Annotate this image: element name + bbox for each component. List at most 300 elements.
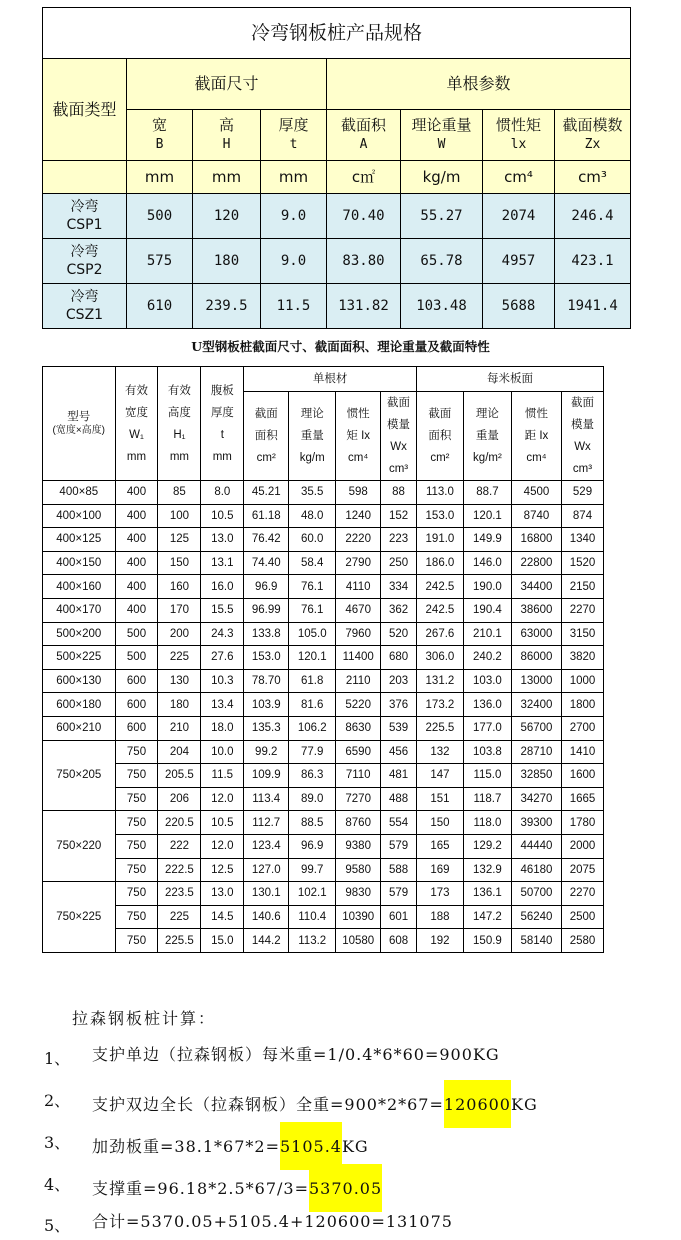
single-col-header-line: 理论 <box>300 408 324 420</box>
column-unit: c㎡ <box>327 161 401 194</box>
table-cell: 27.6 <box>201 646 244 670</box>
table-cell: 130 <box>158 669 201 693</box>
table-cell: 32850 <box>511 764 561 788</box>
col-header-h_t-line: t <box>220 428 224 441</box>
model-header <box>43 367 116 481</box>
table-cell: 10.5 <box>201 811 244 835</box>
table-cell: 160 <box>158 575 201 599</box>
table-cell: 146.0 <box>463 551 511 575</box>
table-cell: 15.5 <box>201 598 244 622</box>
table-cell: 203 <box>381 669 417 693</box>
table-cell: 56700 <box>511 716 561 740</box>
table-cell: 750 <box>115 764 158 788</box>
calc-text-post: KG <box>510 1095 538 1114</box>
table-cell: 267.6 <box>416 622 463 646</box>
calc-item-text <box>92 1122 369 1170</box>
table-cell: 74.40 <box>244 551 289 575</box>
table-cell: 225 <box>158 646 201 670</box>
single-col-header <box>381 392 417 481</box>
table-cell: 750 <box>115 858 158 882</box>
table-cell: 18.0 <box>201 716 244 740</box>
table-cell: 306.0 <box>416 646 463 670</box>
table-row <box>43 239 631 284</box>
table-cell: 61.18 <box>244 504 289 528</box>
table-cell: 2075 <box>562 858 604 882</box>
table-cell: 539 <box>381 716 417 740</box>
table-cell: 554 <box>381 811 417 835</box>
section-type-cell <box>43 194 127 239</box>
meter-col-header-line: cm³ <box>572 463 593 475</box>
table-cell: 246.4 <box>555 194 631 239</box>
table-cell: 200 <box>158 622 201 646</box>
single-col-header-line: cm³ <box>388 463 409 475</box>
table-cell: 1665 <box>562 787 604 811</box>
table-cell: 28710 <box>511 740 561 764</box>
model-cell: 500×225 <box>43 646 116 670</box>
table-cell: 58140 <box>511 929 561 953</box>
table-cell: 7270 <box>336 787 381 811</box>
table-cell: 10390 <box>336 905 381 929</box>
table-cell: 362 <box>381 598 417 622</box>
model-header-sub: (宽度×高度) <box>52 425 106 436</box>
table-cell: 12.0 <box>201 834 244 858</box>
table-cell: 2150 <box>562 575 604 599</box>
table-cell: 132 <box>416 740 463 764</box>
table-cell: 3150 <box>562 622 604 646</box>
table-cell: 225 <box>158 905 201 929</box>
table-cell: 150 <box>416 811 463 835</box>
table-cell: 180 <box>193 239 261 284</box>
column-header <box>327 110 401 161</box>
table-row <box>43 646 604 670</box>
table-cell: 1941.4 <box>555 284 631 329</box>
col-header-h_t <box>201 367 244 481</box>
table-cell: 180 <box>158 693 201 717</box>
table-cell: 136.0 <box>463 693 511 717</box>
table-row <box>43 834 604 858</box>
table-row <box>43 764 604 788</box>
model-cell: 400×160 <box>43 575 116 599</box>
meter-col-header-line: 理论 <box>475 408 499 420</box>
column-name: 惯性矩 <box>495 116 541 134</box>
table-cell: 1800 <box>562 693 604 717</box>
table-cell: 610 <box>127 284 193 329</box>
table-cell: 1000 <box>562 669 604 693</box>
table-cell: 12.5 <box>201 858 244 882</box>
col-header-h_w <box>115 367 158 481</box>
column-name: 宽 <box>151 116 167 134</box>
col-header-h_h <box>158 367 201 481</box>
table-cell: 165 <box>416 834 463 858</box>
table-cell: 16800 <box>511 528 561 552</box>
calc-item-text <box>92 1038 500 1072</box>
table-cell: 750 <box>115 787 158 811</box>
column-name: 高 <box>218 116 234 134</box>
calc-item-number: 1、 <box>44 1049 71 1068</box>
model-cell: 750×205 <box>43 740 116 811</box>
table-row <box>43 716 604 740</box>
table-cell: 39300 <box>511 811 561 835</box>
calc-text-pre: 支撑重=96.18*2.5*67/3= <box>92 1179 309 1198</box>
table-cell: 186.0 <box>416 551 463 575</box>
table-cell: 601 <box>381 905 417 929</box>
table-cell: 13.0 <box>201 528 244 552</box>
table-cell: 750 <box>115 740 158 764</box>
table-cell: 11.5 <box>201 764 244 788</box>
table-cell: 109.9 <box>244 764 289 788</box>
section-type-header: 截面类型 <box>43 59 127 161</box>
table-cell: 334 <box>381 575 417 599</box>
table-cell: 12.0 <box>201 787 244 811</box>
table-cell: 1600 <box>562 764 604 788</box>
table-cell: 170 <box>158 598 201 622</box>
table-cell: 240.2 <box>463 646 511 670</box>
table-cell: 10.3 <box>201 669 244 693</box>
table-cell: 190.0 <box>463 575 511 599</box>
table-cell: 2790 <box>336 551 381 575</box>
table-cell: 147.2 <box>463 905 511 929</box>
model-cell: 750×220 <box>43 811 116 882</box>
section-type-name: 冷弯 <box>70 244 99 260</box>
table-cell: 136.1 <box>463 882 511 906</box>
table-cell: 192 <box>416 929 463 953</box>
col-header-h_h-line: mm <box>169 450 189 463</box>
table-cell: 112.7 <box>244 811 289 835</box>
table-cell: 15.0 <box>201 929 244 953</box>
table-cell: 680 <box>381 646 417 670</box>
meter-col-header-line: kg/m² <box>473 452 502 464</box>
table-cell: 220.5 <box>158 811 201 835</box>
table-cell: 9.0 <box>261 194 327 239</box>
table-cell: 10.0 <box>201 740 244 764</box>
col-header-h_w-line: mm <box>126 450 147 463</box>
table-cell: 9380 <box>336 834 381 858</box>
table-cell: 4500 <box>511 481 561 505</box>
table-cell: 1410 <box>562 740 604 764</box>
table-cell: 2580 <box>562 929 604 953</box>
table-cell: 400 <box>115 481 158 505</box>
table-cell: 113.4 <box>244 787 289 811</box>
table-row <box>43 504 604 528</box>
table-cell: 7110 <box>336 764 381 788</box>
table-cell: 2270 <box>562 598 604 622</box>
model-header-label: 型号 <box>67 411 91 423</box>
meter-col-header-line: cm² <box>430 452 450 464</box>
meter-col-header-line: Wx <box>574 441 591 453</box>
table-cell: 24.3 <box>201 622 244 646</box>
table-cell: 35.5 <box>289 481 336 505</box>
table-cell: 456 <box>381 740 417 764</box>
single-col-header-line: 矩 Ix <box>346 430 371 442</box>
table-cell: 44440 <box>511 834 561 858</box>
table-cell: 149.9 <box>463 528 511 552</box>
column-unit: cm³ <box>555 161 631 194</box>
table-title: 冷弯钢板桩产品规格 <box>43 8 631 59</box>
table-cell: 600 <box>115 693 158 717</box>
table-row <box>43 905 604 929</box>
model-cell: 600×180 <box>43 693 116 717</box>
table-cell: 83.80 <box>327 239 401 284</box>
table-cell: 13.4 <box>201 693 244 717</box>
table-cell: 400 <box>115 551 158 575</box>
calc-item-number: 5、 <box>44 1216 71 1235</box>
column-unit: mm <box>193 161 261 194</box>
table-cell: 88.5 <box>289 811 336 835</box>
table-cell: 85 <box>158 481 201 505</box>
meter-group-header: 每米板面 <box>416 367 603 392</box>
column-name: 截面积 <box>340 116 386 134</box>
table-cell: 125 <box>158 528 201 552</box>
single-params-header: 单根参数 <box>327 59 631 110</box>
table-row <box>43 811 604 835</box>
table-cell: 113.2 <box>289 929 336 953</box>
table-cell: 55.27 <box>401 194 483 239</box>
table-cell: 100 <box>158 504 201 528</box>
table-cell: 1240 <box>336 504 381 528</box>
u-sheet-pile-table <box>42 366 604 953</box>
table-cell: 9580 <box>336 858 381 882</box>
column-header <box>555 110 631 161</box>
single-col-header-line: Wx <box>390 441 407 453</box>
calc-item-number: 3、 <box>44 1133 71 1152</box>
table-cell: 106.2 <box>289 716 336 740</box>
table-cell: 173 <box>416 882 463 906</box>
table-cell: 135.3 <box>244 716 289 740</box>
calc-item-number: 4、 <box>44 1175 71 1194</box>
col-header-h_w-line: W₁ <box>129 428 144 441</box>
table-cell: 225.5 <box>416 716 463 740</box>
calc-text-pre: 支护双边全长（拉森钢板）全重=900*2*67= <box>92 1095 444 1114</box>
table-cell: 96.99 <box>244 598 289 622</box>
table-cell: 2500 <box>562 905 604 929</box>
table-cell: 598 <box>336 481 381 505</box>
single-col-header <box>289 392 336 481</box>
table-row <box>43 528 604 552</box>
column-symbol: lx <box>510 137 527 152</box>
table-cell: 190.4 <box>463 598 511 622</box>
section-type-name: 冷弯 <box>70 289 99 305</box>
table-cell: 600 <box>115 716 158 740</box>
table-cell: 113.0 <box>416 481 463 505</box>
single-col-header-line: 惯性 <box>346 408 370 420</box>
column-name: 厚度 <box>278 116 309 134</box>
table-cell: 2000 <box>562 834 604 858</box>
table-cell: 11400 <box>336 646 381 670</box>
calc-text: 合计=5370.05+5105.4+120600=131075 <box>92 1212 453 1231</box>
table-caption: U型钢板桩截面尺寸、截面面积、理论重量及截面特性 <box>191 339 490 354</box>
table-cell: 152 <box>381 504 417 528</box>
meter-col-header <box>416 392 463 481</box>
table-cell: 103.9 <box>244 693 289 717</box>
table-cell: 133.8 <box>244 622 289 646</box>
table-cell: 56240 <box>511 905 561 929</box>
column-unit: cm⁴ <box>483 161 555 194</box>
table-row <box>43 194 631 239</box>
table-cell: 140.6 <box>244 905 289 929</box>
table-cell: 210 <box>158 716 201 740</box>
table-cell: 1780 <box>562 811 604 835</box>
meter-col-header-line: cm⁴ <box>526 452 547 464</box>
table-cell: 16.0 <box>201 575 244 599</box>
table-cell: 96.9 <box>244 575 289 599</box>
table-cell: 13.0 <box>201 882 244 906</box>
table-cell: 58.4 <box>289 551 336 575</box>
table-cell: 11.5 <box>261 284 327 329</box>
table-cell: 22800 <box>511 551 561 575</box>
table-cell: 500 <box>115 622 158 646</box>
table-cell: 177.0 <box>463 716 511 740</box>
meter-col-header-line: 惯性 <box>524 408 548 420</box>
table-cell: 4110 <box>336 575 381 599</box>
model-cell: 750×225 <box>43 882 116 953</box>
calc-highlight: 5370.05 <box>309 1164 382 1212</box>
table-cell: 14.5 <box>201 905 244 929</box>
table-cell: 223.5 <box>158 882 201 906</box>
single-col-header-line: cm² <box>256 452 276 464</box>
table-cell: 5220 <box>336 693 381 717</box>
table-cell: 10580 <box>336 929 381 953</box>
table-cell: 63000 <box>511 622 561 646</box>
table-cell: 6590 <box>336 740 381 764</box>
section-type-code: CSZ1 <box>65 307 104 323</box>
table-cell: 750 <box>115 905 158 929</box>
table-cell: 400 <box>115 528 158 552</box>
section-type-code: CSP2 <box>66 262 103 278</box>
table-cell: 750 <box>115 834 158 858</box>
meter-col-header <box>511 392 561 481</box>
table-cell: 99.7 <box>289 858 336 882</box>
meter-col-header <box>562 392 604 481</box>
table-cell: 600 <box>115 669 158 693</box>
table-cell: 153.0 <box>416 504 463 528</box>
column-header <box>193 110 261 161</box>
calc-heading: 拉森钢板桩计算： <box>72 1009 217 1028</box>
table-cell: 60.0 <box>289 528 336 552</box>
table-cell: 89.0 <box>289 787 336 811</box>
table-cell: 32400 <box>511 693 561 717</box>
table-cell: 2074 <box>483 194 555 239</box>
table-cell: 130.1 <box>244 882 289 906</box>
col-header-h_t-line: 厚度 <box>210 406 234 419</box>
table-cell: 169 <box>416 858 463 882</box>
table-cell: 48.0 <box>289 504 336 528</box>
table-cell: 13.1 <box>201 551 244 575</box>
table-cell: 76.42 <box>244 528 289 552</box>
column-header <box>127 110 193 161</box>
single-col-header <box>244 392 289 481</box>
table-cell: 750 <box>115 929 158 953</box>
column-unit: mm <box>261 161 327 194</box>
table-row <box>43 481 604 505</box>
calc-highlight: 120600 <box>444 1080 511 1128</box>
table-cell: 400 <box>115 598 158 622</box>
table-cell: 86.3 <box>289 764 336 788</box>
table-cell: 242.5 <box>416 575 463 599</box>
table-row <box>43 598 604 622</box>
table-row <box>43 929 604 953</box>
single-col-header-line: kg/m <box>299 452 325 464</box>
calc-item-number: 2、 <box>44 1091 71 1110</box>
table-cell: 242.5 <box>416 598 463 622</box>
calc-text: 支护单边（拉森钢板）每米重=1/0.4*6*60=900KG <box>92 1045 500 1064</box>
model-cell: 400×125 <box>43 528 116 552</box>
model-cell: 500×200 <box>43 622 116 646</box>
table-cell: 118.7 <box>463 787 511 811</box>
table-cell: 8.0 <box>201 481 244 505</box>
table-row <box>43 882 604 906</box>
table-cell: 96.9 <box>289 834 336 858</box>
table-row <box>43 787 604 811</box>
table-cell: 105.0 <box>289 622 336 646</box>
table-cell: 1340 <box>562 528 604 552</box>
col-header-h_h-line: H₁ <box>173 428 186 441</box>
table-cell: 45.21 <box>244 481 289 505</box>
col-header-h_h-line: 高度 <box>167 406 191 419</box>
product-spec-table <box>42 7 631 329</box>
table-row <box>43 669 604 693</box>
table-cell: 188 <box>416 905 463 929</box>
table-cell: 103.8 <box>463 740 511 764</box>
column-symbol: B <box>155 137 164 152</box>
table-row <box>43 551 604 575</box>
table-cell: 34400 <box>511 575 561 599</box>
table-cell: 50700 <box>511 882 561 906</box>
table-cell: 520 <box>381 622 417 646</box>
table-cell: 129.2 <box>463 834 511 858</box>
table-cell: 2110 <box>336 669 381 693</box>
table-cell: 150 <box>158 551 201 575</box>
column-name: 截面模数 <box>562 116 623 134</box>
table-cell: 3820 <box>562 646 604 670</box>
table-cell: 481 <box>381 764 417 788</box>
table-cell: 223 <box>381 528 417 552</box>
table-cell: 78.70 <box>244 669 289 693</box>
table-cell: 239.5 <box>193 284 261 329</box>
table-cell: 34270 <box>511 787 561 811</box>
table-cell: 750 <box>115 882 158 906</box>
table-cell: 131.2 <box>416 669 463 693</box>
table-cell: 120 <box>193 194 261 239</box>
table-cell: 2220 <box>336 528 381 552</box>
column-header <box>483 110 555 161</box>
table-cell: 10.5 <box>201 504 244 528</box>
table-cell: 115.0 <box>463 764 511 788</box>
table-cell: 423.1 <box>555 239 631 284</box>
column-unit: mm <box>127 161 193 194</box>
calc-text-post: KG <box>341 1137 369 1156</box>
table-cell: 4670 <box>336 598 381 622</box>
table-cell: 9.0 <box>261 239 327 284</box>
table-cell: 8740 <box>511 504 561 528</box>
table-cell: 206 <box>158 787 201 811</box>
table-cell: 579 <box>381 834 417 858</box>
single-col-header <box>336 392 381 481</box>
col-header-h_h-line: 有效 <box>167 384 191 397</box>
table-cell: 118.0 <box>463 811 511 835</box>
column-header <box>261 110 327 161</box>
meter-col-header-line: 模量 <box>571 419 594 431</box>
column-symbol: t <box>289 137 298 152</box>
column-symbol: H <box>222 137 231 152</box>
meter-col-header-line: 面积 <box>428 430 452 442</box>
table-cell: 13000 <box>511 669 561 693</box>
table-cell: 2270 <box>562 882 604 906</box>
table-row <box>43 858 604 882</box>
table-row <box>43 693 604 717</box>
table-cell: 750 <box>115 811 158 835</box>
table-cell: 874 <box>562 504 604 528</box>
table-cell: 150.9 <box>463 929 511 953</box>
